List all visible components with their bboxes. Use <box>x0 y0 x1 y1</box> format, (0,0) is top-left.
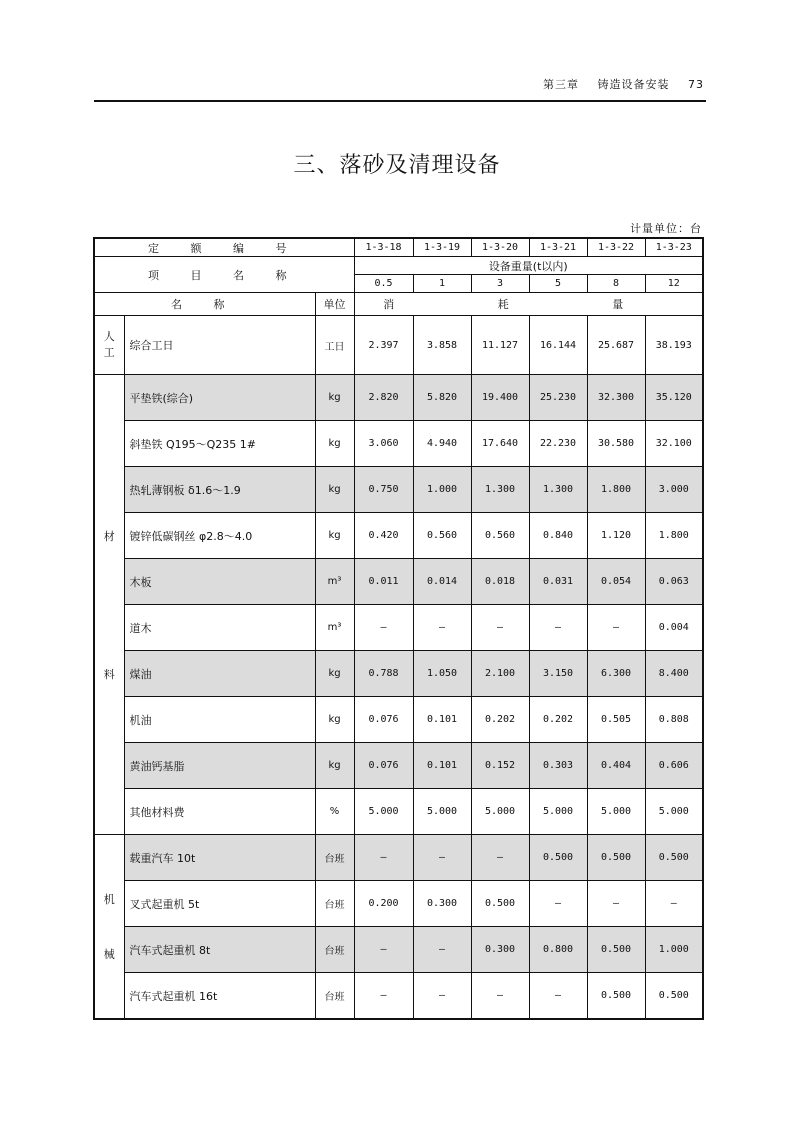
item-unit: m³ <box>315 559 354 605</box>
consumption-value: — <box>354 973 413 1020</box>
consumption-value: 0.200 <box>354 881 413 927</box>
weight-value: 0.5 <box>354 275 413 293</box>
machine-row <box>94 927 703 973</box>
item-name: 斜垫铁 Q195～Q235 1# <box>124 421 315 467</box>
consumption-value: 1.300 <box>471 467 529 513</box>
spec-row <box>94 257 703 275</box>
consumption-value: 0.500 <box>645 835 703 881</box>
consumption-value: 25.230 <box>529 375 587 421</box>
material-row <box>94 789 703 835</box>
material-row <box>94 697 703 743</box>
item-unit: 台班 <box>315 973 354 1020</box>
consumption-value: 0.500 <box>587 835 645 881</box>
consumption-value: 0.202 <box>471 697 529 743</box>
consumption-value: — <box>471 973 529 1020</box>
consumption-value: 32.300 <box>587 375 645 421</box>
consumption-value: — <box>413 973 471 1020</box>
consumption-value: 0.011 <box>354 559 413 605</box>
consumption-value: 5.000 <box>529 789 587 835</box>
consumption-value: 38.193 <box>645 316 703 375</box>
machine-row <box>94 835 703 881</box>
item-name: 叉式起重机 5t <box>124 881 315 927</box>
quota-label: 定 额 编 号 <box>94 238 354 257</box>
item-label: 项 目 名 称 <box>94 257 354 293</box>
consumption-value: 17.640 <box>471 421 529 467</box>
consumption-value: 35.120 <box>645 375 703 421</box>
item-unit: kg <box>315 651 354 697</box>
consumption-value: 0.840 <box>529 513 587 559</box>
consumption-value: 0.300 <box>471 927 529 973</box>
consumption-value: — <box>645 881 703 927</box>
material-row <box>94 513 703 559</box>
consumption-value: 0.560 <box>413 513 471 559</box>
consumption-value: — <box>354 835 413 881</box>
material-category-char: 料 <box>103 667 115 681</box>
item-name: 汽车式起重机 8t <box>124 927 315 973</box>
machine-category-char: 机 <box>103 892 115 906</box>
quota-code: 1-3-20 <box>471 238 529 257</box>
page-header <box>94 76 704 90</box>
item-unit: % <box>315 789 354 835</box>
item-unit: 工日 <box>315 316 354 375</box>
consumption-value: 3.150 <box>529 651 587 697</box>
consumption-value: — <box>413 927 471 973</box>
labor-category-char: 人 <box>103 330 115 343</box>
consumption-value: 5.000 <box>354 789 413 835</box>
item-unit: kg <box>315 421 354 467</box>
consumption-value: 16.144 <box>529 316 587 375</box>
spec-label: 设备重量(t以内) <box>354 257 703 275</box>
chapter-label: 第三章 <box>543 78 579 91</box>
page-number: 73 <box>688 78 704 91</box>
consumption-value: 5.000 <box>645 789 703 835</box>
consumption-value: — <box>529 605 587 651</box>
consumption-value: 3.060 <box>354 421 413 467</box>
quota-code: 1-3-21 <box>529 238 587 257</box>
consumption-value: 19.400 <box>471 375 529 421</box>
material-row <box>94 559 703 605</box>
weight-value: 3 <box>471 275 529 293</box>
consumption-value: 0.500 <box>529 835 587 881</box>
consumption-value: 0.004 <box>645 605 703 651</box>
item-name: 其他材料费 <box>124 789 315 835</box>
material-row <box>94 467 703 513</box>
consumption-value: 0.404 <box>587 743 645 789</box>
consumption-value: 2.397 <box>354 316 413 375</box>
quota-code-row <box>94 238 703 257</box>
item-unit: 台班 <box>315 835 354 881</box>
consumption-value: — <box>529 973 587 1020</box>
unit-column-label: 单位 <box>315 293 354 316</box>
consumption-value: 0.420 <box>354 513 413 559</box>
material-category-char: 材 <box>103 529 115 543</box>
item-name: 载重汽车 10t <box>124 835 315 881</box>
consumption-value: 0.031 <box>529 559 587 605</box>
material-row <box>94 375 703 421</box>
consumption-value: 1.800 <box>587 467 645 513</box>
consumption-value: 5.000 <box>413 789 471 835</box>
item-unit: 台班 <box>315 927 354 973</box>
quota-code: 1-3-18 <box>354 238 413 257</box>
item-unit: m³ <box>315 605 354 651</box>
consumption-value: — <box>354 605 413 651</box>
consumption-value: 0.500 <box>587 973 645 1020</box>
consumption-value: 0.800 <box>529 927 587 973</box>
consumption-value: — <box>354 927 413 973</box>
consumption-value: 0.750 <box>354 467 413 513</box>
item-name: 木板 <box>124 559 315 605</box>
consumption-value: 1.300 <box>529 467 587 513</box>
section-label: 铸造设备安装 <box>597 78 670 91</box>
consumption-value: 0.202 <box>529 697 587 743</box>
weight-value: 1 <box>413 275 471 293</box>
consumption-value: 32.100 <box>645 421 703 467</box>
consumption-value: 3.000 <box>645 467 703 513</box>
consumption-value: 30.580 <box>587 421 645 467</box>
consumption-value: 1.000 <box>413 467 471 513</box>
item-unit: kg <box>315 467 354 513</box>
page-title: 三、落砂及清理设备 <box>293 153 501 178</box>
quota-code: 1-3-19 <box>413 238 471 257</box>
machine-row <box>94 881 703 927</box>
consumption-value: 0.500 <box>471 881 529 927</box>
item-name: 黄油钙基脂 <box>124 743 315 789</box>
item-name: 镀锌低碳钢丝 φ2.8～4.0 <box>124 513 315 559</box>
consumption-value: 0.152 <box>471 743 529 789</box>
consumption-value: 1.050 <box>413 651 471 697</box>
consumption-value: 0.101 <box>413 743 471 789</box>
weight-value: 12 <box>645 275 703 293</box>
consumption-value: — <box>471 605 529 651</box>
consumption-value: 5.000 <box>587 789 645 835</box>
consumption-value: — <box>413 835 471 881</box>
header-rule <box>94 100 706 102</box>
item-unit: kg <box>315 743 354 789</box>
consumption-value: 0.300 <box>413 881 471 927</box>
item-name: 汽车式起重机 16t <box>124 973 315 1020</box>
machine-category-char: 械 <box>103 948 115 962</box>
consumption-value: — <box>529 881 587 927</box>
consumption-value: 0.606 <box>645 743 703 789</box>
consumption-value: 5.000 <box>471 789 529 835</box>
labor-row <box>94 316 703 375</box>
item-name: 机油 <box>124 697 315 743</box>
item-unit: 台班 <box>315 881 354 927</box>
item-name: 热轧薄钢板 δ1.6～1.9 <box>124 467 315 513</box>
item-unit: kg <box>315 697 354 743</box>
consumption-value: 0.101 <box>413 697 471 743</box>
item-name: 煤油 <box>124 651 315 697</box>
consumption-value: 1.120 <box>587 513 645 559</box>
consumption-value: 0.014 <box>413 559 471 605</box>
column-header-row <box>94 293 703 316</box>
consumption-value: 3.858 <box>413 316 471 375</box>
consumption-value: 0.018 <box>471 559 529 605</box>
item-unit: kg <box>315 513 354 559</box>
consumption-value: 5.820 <box>413 375 471 421</box>
consumption-value: — <box>413 605 471 651</box>
consumption-value: 0.500 <box>645 973 703 1020</box>
item-name: 平垫铁(综合) <box>124 375 315 421</box>
consumption-value: 1.000 <box>645 927 703 973</box>
consumption-value: 1.800 <box>645 513 703 559</box>
labor-category-cell <box>94 316 124 375</box>
item-unit: kg <box>315 375 354 421</box>
unit-label: 计量单位：台 <box>630 222 702 235</box>
machine-row <box>94 973 703 1020</box>
consumption-value: 0.500 <box>587 927 645 973</box>
name-column-label: 名 称 <box>94 293 315 316</box>
machine-category-cell <box>94 835 124 1020</box>
consumption-value: 0.054 <box>587 559 645 605</box>
material-row <box>94 605 703 651</box>
labor-category-char: 工 <box>103 346 115 359</box>
material-row <box>94 743 703 789</box>
weight-value: 8 <box>587 275 645 293</box>
consumption-label: 消 耗 量 <box>354 293 703 316</box>
consumption-value: 25.687 <box>587 316 645 375</box>
material-row <box>94 651 703 697</box>
material-row <box>94 421 703 467</box>
consumption-value: 0.808 <box>645 697 703 743</box>
material-category-cell <box>94 375 124 835</box>
quota-code: 1-3-23 <box>645 238 703 257</box>
consumption-value: — <box>587 881 645 927</box>
consumption-value: 11.127 <box>471 316 529 375</box>
consumption-value: — <box>587 605 645 651</box>
consumption-value: 4.940 <box>413 421 471 467</box>
quota-table <box>93 237 704 1020</box>
consumption-value: 0.788 <box>354 651 413 697</box>
item-name: 道木 <box>124 605 315 651</box>
consumption-value: 0.560 <box>471 513 529 559</box>
consumption-value: 6.300 <box>587 651 645 697</box>
consumption-value: 0.505 <box>587 697 645 743</box>
consumption-value: 22.230 <box>529 421 587 467</box>
quota-code: 1-3-22 <box>587 238 645 257</box>
consumption-value: 8.400 <box>645 651 703 697</box>
consumption-value: 0.076 <box>354 697 413 743</box>
consumption-value: 2.100 <box>471 651 529 697</box>
item-name: 综合工日 <box>124 316 315 375</box>
consumption-value: 2.820 <box>354 375 413 421</box>
consumption-value: — <box>471 835 529 881</box>
consumption-value: 0.063 <box>645 559 703 605</box>
weight-value: 5 <box>529 275 587 293</box>
consumption-value: 0.303 <box>529 743 587 789</box>
consumption-value: 0.076 <box>354 743 413 789</box>
